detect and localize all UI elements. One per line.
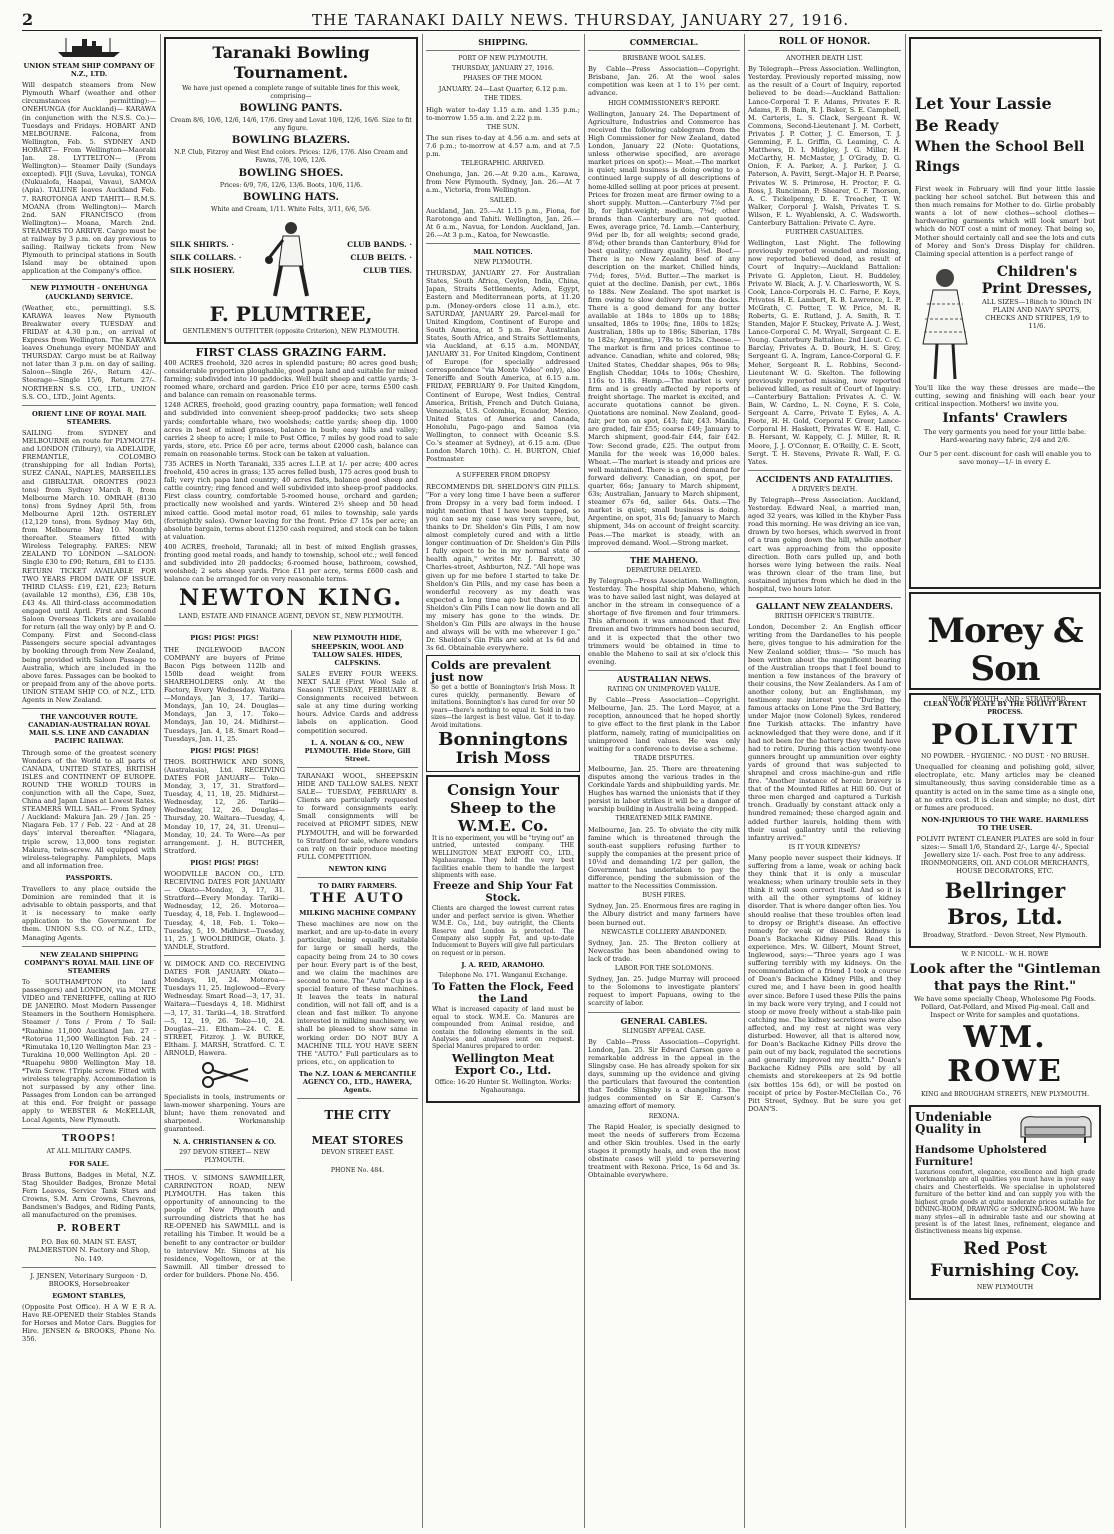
further-body: Wellington, Last Night. The following previously reported wounded and missing, now reported believed dead, as result of Court of Inquiry:—Auckland Battalion: Private G. Appleton, Lieut. H. Buddeley, Private W. Black, A. J. V. Charlesworth, W. S. Cook, Lance-Corporals H. C. Farne, F. Keys, Privates H. E. Lambert, R. B. Lawrence, L. P. McGrath, C. Potter, T. W. Price, M. R. Roberts, G. E. Rutland, J. A. Smith, R. T. Standen, Major F. Stuckey, Private A. J. West, Lance-Corporal C. M. Wryall, Sergeant C. E. Young. Canterbury Battalion: 2nd Lieut. C. C. Barclay, Privates A. D. Bourk, H. S. Grey, Sergeant G. A. Ingram, Lance-Corporal G. F. Meher, Sergeant R. L. Robbins, Second-Lieutenant W. G. Skelton. The following previously reported missing, now reported believed killed, as result of Court of Inquiry:—Canterbury Battalion: Privates A. C. W. Bain, W. Cardno, L. N. Coyne, F. S. Cole, Sergeant A. Carre, Private T. Eyles, A. A. Foote, H. H. Gold, Corporal F. Greer, Lance-Corporal H. Haskett, Privates W. E. Hall, C. B. Hersant, W. Kappely, C. J. Miller, R. R. Moore, J. J. O'Connor, E. O'Reilly, C. E. Scott, Sergt. T. H. Stevens, Private R. Wall, F. G. Yates. [748, 239, 901, 466]
bowling-title: Taranaki Bowling Tournament. [212, 43, 370, 82]
gallant-heading: GALLANT NEW ZEALANDERS. [756, 601, 893, 612]
lassie-body: First week in February will find your little lassie packing her school satchel. But between this and then much remains for Mother to do. Girlie probably wants a lot of new clothes—school clothes—hardwearing garments which will look smart but which do NOT cost a mint of money. That being so, Mother should certainly call and see the lots and cuts of Morey and Son's Dress Display for children. Claiming special attention is a perfect range of [915, 185, 1095, 258]
trade-heading: TRADE DISPUTES. [633, 754, 695, 762]
meat-phone: PHONE No. 484. [330, 1167, 385, 1175]
solomons-body: Sydney, Jan. 25. Judge Murray will proceed to the Solomons to investigate planters' request to import Papuans, owing to the scarcity of labor. [588, 975, 740, 1008]
column-divider [584, 34, 585, 1528]
childrens-body: ALL SIZES—18inch to 30inch IN PLAIN AND NAVY SPOTS, CHECKS AND STRIPES, 1/9 to 11/6. [982, 297, 1092, 331]
pigs-heading-3: PIGS! PIGS! PIGS! [190, 858, 259, 867]
undeniable-line-2: Quality in [915, 1122, 982, 1137]
tribute-heading: BRITISH OFFICER'S TRIBUTE. [774, 613, 875, 621]
auto-title: THE AUTO [310, 891, 405, 907]
column-bowling-farms [164, 34, 418, 1528]
city-title: THE CITY [324, 1108, 391, 1123]
christiansen-address: 297 DEVON STREET— NEW PLYMOUTH. [179, 1148, 270, 1164]
borthwick: THOS. BORTHWICK AND SONS, (Australasia), Ltd. RECEIVING DATES FOR JANUARY— Toko—Monday, 3, 17, 31. Stratford—Tuesday, 4, 11, 18, 25. Midhirst—Wednesday, 12, 26. Tariki—Wednesday, 12, 26. Douglas—Thursday, 20. Waitara—Tuesday, 4, Monday 10, 17, 24, 31. Urenui—Monday, 10, 24. To Were—As per arrangement. J. H. BUTCHER, Stratford. [164, 757, 285, 855]
lassie-line-2: Be Ready [915, 116, 999, 135]
milk-body: Melbourne, Jan. 25. To obviate the city milk famine which is threatened through the south-east suppliers refusing further to supply the companies at the present price of 10½d and demanding 1/2 per gallon, the Government has undertaken to pay the difference, pending the submission of the matter to the Necessities Commission. [588, 825, 740, 891]
slingsby-body: By Cable—Press Association—Copyright. London, Jan. 25. Sir Edward Carson gave a remarkable address in the appeal in the Slingsby case. He has already spoken for six days, summing up the evidence and giving the particulars that favoured the contention that Teddie Slingsby is a changeling. The judges commented on Sir E. Carson's amazing effort of memory. [588, 1037, 740, 1111]
shipping-date: THURSDAY, JANUARY 27, 1916. [452, 65, 554, 73]
club-list: CLUB BANDS. · CLUB BELTS. · CLUB TIES. [347, 240, 412, 276]
lassie-line-1: Let Your Lassie [915, 94, 1052, 113]
bush-body: Sydney, Jan. 25. Enormous fires are raging in the Albury district and many farmers have been burned out. [588, 902, 740, 927]
colds-heading: Colds are prevalent just now [431, 659, 551, 685]
brisbane-heading: BRISBANE WOOL SALES. [622, 55, 706, 63]
undeniable-line-1: Undeniable [915, 1110, 992, 1125]
pants-prices: Cream 8/6, 10/6, 12/6, 14/6, 17/6. Grey and Lovat 10/6, 12/6, 16/6. Size to fit any figure. [170, 117, 412, 133]
newton-king-sub: LAND, ESTATE AND FINANCE AGENT, DEVON ST., NEW PLYMOUTH. [178, 613, 404, 621]
rowe-address: KING and BROUGHAM STREETS, NEW PLYMOUTH. [920, 1090, 1090, 1098]
steamship-icon [54, 36, 124, 58]
dimock: W. DIMOCK AND CO. RECEIVING DATES FOR JANUARY. Okato—Mondays, 10, 24. Motoroa—Tuesdays 11, 25. Inglewood—Every Wednesday. Smart Road—3, 17, 31. Waitara—Tuesdays 4, 18. Midhirst—3, 17, 31. Tariki—4, 18. Stratford—5, 12, 19, 26. Toko—10, 24. Douglas—21. Eltham—24. C. E. STREET, Fitzroy. J. W. BURKE, Eltham. J. MARSH, Stratford. C. T. ARNOLD, Hawera. [164, 959, 285, 1057]
column-divider [160, 34, 161, 1528]
page-number: 2 [22, 10, 34, 29]
slingsby-heading: SLINGSBY APPEAL CASE. [622, 1027, 706, 1035]
unimproved-heading: RATING ON UNIMPROVED VALUE. [607, 686, 721, 694]
silk-list: SILK SHIRTS. · SILK COLLARS. · SILK HOSIERY. [170, 240, 242, 276]
loan-agency: The N.Z. LOAN & MERCANTILE AGENCY CO., LTD., HAWERA, Agents. [298, 1069, 417, 1095]
commercial-title: COMMERCIAL. [629, 37, 699, 47]
farm-2: 1248 ACRES, freehold, good grazing country, papa formation; well fenced and subdivided into convenient sheep-proof paddocks; two sets sheep yards; comfortable whare, two woolsheds; cattle yards; sheep dip. 1000 acres in best of mixed grasses, balance in bush; easy hills and valley; carries 2 sheep to acre; 1 mile to Post Office, 7 miles by good road to sale yards, store, etc. Price £6 per acre, terms about £2000 cash, balance can remain on reasonable terms. Stock can be taken at valuation. [164, 401, 418, 458]
crawlers-heading: Infants' Crawlers [942, 411, 1068, 427]
sun-heading: THE SUN. [486, 123, 520, 131]
girl-figure-icon [915, 264, 975, 384]
undeniable-line-3: Handsome Upholstered Furniture! [915, 1145, 1047, 1169]
pigs-subcolumn [164, 630, 285, 1281]
mail-body: THURSDAY, JANUARY 27. For Australian States, South Africa, Ceylon, India, China, Japan, Straits Settlements, Aden, Egypt, Eastern and Mediterranean ports, at 11.20 p.m. (Money-orders close 11 a.m.), etc. SATURDAY, JANUARY 29. Parcel-mail for United Kingdom, Continent of Europe and South America, at 5 p.m. For Australian States, South Africa, and Straits Settlements, via Auckland, at 6.15 a.m. MONDAY, JANUARY 31. For United Kingdom, Continent of Europe (for specially addressed correspondence "via Monte Video" only), also Teneriffe and South America, at 6.15 a.m. FRIDAY, FEBRUARY 9. For United Kingdom, Continent of Europe, West Indies, Central America, British, French and Dutch Guiana, Venezuela, U.S. Colombia, Ecuador, Mexico, United States of America and Canada, Honolulu, Pago-pago and Samoa (via Wellington, to connect with Oceanic S.S. Co.'s steamer at Sydney), at 6.15 a.m. (Due London March 10th). C. H. BURTON, Chief Postmaster. [426, 269, 580, 464]
bonningtons-ad [426, 655, 580, 771]
mail-sub: NEW PLYMOUTH. [473, 259, 533, 267]
kidneys-body: Many people never suspect their kidneys. If suffering from a lame, weak or aching back they think that it is only a muscular weakness; when urinary trouble sets in they think it will soon correct itself. And so it is with all the other symptoms of kidney disorder. That is where danger often lies. You should realise that these troubles often lead to dropsy or Bright's disease. An effective remedy for weak or diseased kidneys is Doan's Backache Kidney Pills. Read this experience. Mrs. W. Gilbert, Mount Street, Inglewood, says:—"Three years ago I was suffering terribly with my kidneys. On the recommendation of a friend I took a course of Doan's Backache Kidney Pills, and they cured me, and I have been in good health ever since. Before I used these Pills the pains in my back were very trying, and I could not stoop or move freely without a stab-like pain catching me. The kidney secretions were also affected, and my rest at night was very disturbed. However, all that is altered now, for Doan's Backache Kidney Pills drove the pain out of my back, regulated the secretions and generally improved my health." Doan's Backache Kidney Pills are sold by all chemists and storekeepers at 2s 9d bottle (six bottles 15s 6d), or will be posted on receipt of price by Foster-McClellan Co., 76 Pitt Street, Sydney. But be sure you get DOAN'S. [748, 853, 901, 1113]
freeze-body: Clients are charged the lowest current rates under and perfect service is given. Whether W.M.E. Co., Ltd., buy outright, the Clients Reserve and London is protected. The Company also supply Fat, and up-to-date Inducement to Buyers will give full particulars on request or in person. [432, 905, 574, 957]
hc-heading: HIGH COMMISSIONER'S REPORT. [608, 99, 720, 107]
fatten-body: What is increased capacity of land must be equal to stock. W.M.E. Co. Manures are compounded from Animal residue, and contain the following elements in the soil. Analyses and analyses sent on request. Special Manures prepared to order. [432, 1006, 574, 1051]
solomons-heading: LABOR FOR THE SOLOMONS. [614, 965, 714, 973]
column-roll-of-honor [748, 34, 901, 1528]
kidneys-heading: IS IT YOUR KIDNEYS? [788, 843, 861, 851]
moon-heading: PHASES OF THE MOON. [463, 75, 543, 83]
pigs-heading: PIGS! PIGS! PIGS! [190, 634, 259, 643]
maheno-body: By Telegraph—Press Association. Wellington, Yesterday. The hospital ship Maheno, which was to have sailed last night, was delayed at anchor in the stream in consequence of a shortage of five firemen and four trimmers. This afternoon it was announced that five firemen and two trimmers had been secured, and it is expected that the other two trimmers would be obtained in time to enable the Maheno to sail at six o'clock this evening. [588, 576, 740, 666]
vancouver-title: THE VANCOUVER ROUTE. CANADIAN-AUSTRALIAN ROYAL MAIL S.S. LINE AND CANADIAN PACIFIC RAILWAY. [28, 713, 150, 746]
tides-heading: THE TIDES. [483, 95, 523, 103]
polivit-body: Unequalled for cleaning and polishing gold, silver, electroplate, etc. Many articles may be cleaned simultaneously, thus saving considerable time as a quantity is acted on in the same time as a single one, at no extra cost. It is clean and simple; no dust, dirt or fumes are produced. [915, 763, 1095, 812]
death-heading: ANOTHER DEATH LIST. [786, 55, 863, 63]
rowe-heading: Look after the "Gintleman that pays the Rint." [909, 961, 1101, 994]
passports-body: Travellers to any place outside the Dominion are reminded that it is advisable to obtain passports, and that it is necessary to make early application to the Government for them. UNION S.S. CO. of N.Z., LTD., Managing Agents. [22, 885, 156, 942]
bush-heading: BUSH FIRES. [642, 892, 686, 900]
christiansen-name: N. A. CHRISTIANSEN & CO. [172, 1137, 277, 1146]
pigs-heading-2: PIGS! PIGS! PIGS! [190, 746, 259, 755]
polivit-name: POLIVIT [931, 718, 1079, 752]
taranaki-wool: TARANAKI WOOL, SHEEPSKIN HIDE AND TALLOW SALES. NEXT SALE— TUESDAY, FEBRUARY 8. Clients are particularly requested to forward consignments early. Small consignments will be received at PROMPT SIDES, NEW PLYMOUTH, and will be forwarded to Stratford for sale, where vendors can rely on their produce meeting FULL COMPETITION. [297, 771, 418, 861]
morey-ad [909, 37, 1101, 589]
polivit-tags: NO POWDER. · HYGIENIC. · NO DUST. · NO BRUSH. [920, 753, 1090, 761]
sofa-icon [1015, 1111, 1095, 1145]
accidents-heading: ACCIDENTS AND FATALITIES. [756, 473, 893, 484]
farm-3: 735 ACRES in North Taranaki, 335 acres L.I.P. at 1/- per acre; 400 acres freehold, 450 acres in grass; 135 acres felled bush, 175 acres good bush to fall; very rich papa land country; 40 acres flats, balance good sheep and cattle country; ring fenced and well subdivided into sheep-proof paddocks. First class country, comfortable 5-roomed house, orchard and garden; practically new woolshed and yards. Wintered 2½ sheep and 50 head mixed cattle. Good metal motor road, 61 miles to township, sale yards (fortnightly sales). Owner leaving for the front. Price £7 15s per acre; an absolute bargain, terms about £1250 cash required, and stock can be taken at valuation. [164, 459, 418, 541]
morey-towns: NEW PLYMOUTH · AND · STRATFORD. [942, 696, 1068, 703]
hides-title: NEW PLYMOUTH HIDE, SHEEPSKIN, WOOL AND TALLOW SALES. HIDES, CALFSKINS. [311, 634, 404, 667]
nolan: L. A. NOLAN & CO., NEW PLYMOUTH. Hide Store, Gill Street. [304, 738, 411, 763]
passports-title: PASSPORTS. [65, 873, 113, 882]
sailed-heading: SAILED. [489, 196, 517, 204]
death-body: By Telegraph—Press Association. Wellington, Yesterday. Previously reported missing, now as the result of a Court of Inquiry, reported believed to be dead:—Auckland Battalion: Lance-Corporal T. F. Adams, Privates F. R. Adams, F. B. Bain, R. J. Baker, S. E. Campbell, M. Carteris, L. S. Clack, Sergeant R. W. Commons, Second-Lieutenant J. M. Corbett, Privates J. P. Cotter, J. C. Emerson, T. J. Gemming, F. L. Griffin, G. Leaming, C. A. Matthews, D. I. Midgley, J. G. Millar, H. McCarthy, H. McMaster, J. O'Grady, D. G. Onion, F. A. Parker, A. J. Parker, J. G. Paterson, A. Pavitt, Sergt.-Major H. P. Pearse, Privates W. S. Primrose, H. Proctor, F. G. Ross, J. Runciman, P. Shearer, C. F. Thorson, A. C. Tickelpenny, D. E. Treacher, T. W. Walker, Corporal J. Walsh, Privates T. S. Wilson, F. L. Wyablenski, A. C. Wadsworth. Canterbury Battalion: Private C. Ayre. [748, 65, 901, 227]
egmont-names: J. JENSEN, Veterinary Surgeon · D. BROOKS, Horsebreaker [30, 1271, 148, 1288]
plumtree-address: GENTLEMEN'S OUTFITTER (opposite Criterion), NEW PLYMOUTH. [182, 327, 400, 335]
nzship-body: To SOUTHAMPTON (to land passengers) and LONDON, via MONTE VIDEO and TENERIFFE, calling at RIO DE JANEIRO. Most Modern Passenger Steamers in the Southern Hemisphere. Steamer / Tons / From / To Sail: *Ruahine 11,000 Auckland Jan. 27 · *Rotorua 11,500 Wellington Feb. 24 · *Rimutaka 10,120 Wellington Mar. 23 · Turakina 10,000 Wellington Apl. 20 · *Ruapehu 9800 Wellington May 18. *Twin Screw. †Triple screw. Fitted with wireless telegraphy. Accommodation is not surpassed by any other line. Passages from London can be arranged at this end. For freight or passage apply to WEBSTER & McKELLAR, Local Agents, New Plymouth. [22, 977, 156, 1124]
column-shipping-ads [22, 34, 156, 1528]
farm-4: 400 ACRES, freehold, Taranaki; all in best of mixed English grasses, fronting good metal roads, and handy to township, school etc.; well fenced and subdivided into 20 paddocks; 6-roomed house, bathroom, cowshed, woolshed; 2 sets sheep yards. Price £11 per acre, terms £600 cash and balance can be arranged for on very reasonable terms. [164, 542, 418, 584]
bowler-figure-icon [261, 218, 321, 298]
sun-body: The sun rises to-day at 4.56 a.m. and sets at 7.6 p.m.; to-morrow at 4.57 a.m. and at 7.5 p.m. [426, 133, 580, 159]
robert-title: P. ROBERT [56, 1224, 122, 1235]
moon-body: JANUARY. 24—Last Quarter, 6.12 p.m. [438, 85, 568, 94]
further-heading: FURTHER CASUALTIES. [785, 229, 864, 237]
wme-ad [426, 775, 580, 1103]
port-title: PORT OF NEW PLYMOUTH. [458, 55, 548, 63]
blazers-prices: N.P. Club, Fitzroy and West End colors. Prices: 12/6, 17/6. Also Cream and Fawns, 7/6, 10/6, 12/6. [174, 149, 408, 165]
tides-body: High water to-day 1.15 a.m. and 1.35 p.m.; to-morrow 1.55 a.m. and 2.22 p.m. [426, 105, 580, 122]
newton-king-title: NEWTON KING. [178, 585, 404, 612]
rexona-body: The Rapid Healer, is specially designed to meet the needs of sufferers from Eczema and other Skin troubles. Used in the early stages it promptly heals, and even the most obstinate cases will yield to persevering treatment with Rexona. Price, 1s 6d and 3s. Obtainable everywhere. [588, 1122, 740, 1180]
column-divider [905, 34, 906, 1528]
hats-heading: BOWLING HATS. [243, 191, 339, 203]
newcastle-heading: NEWCASTLE COLLIERY ABANDONED. [601, 928, 727, 936]
reid-phone: Telephone No. 171. Wanganui Exchange. [438, 972, 568, 980]
union-body: Will despatch steamers from New Plymouth Wharf (weather and other circumstances permitting):— ONEHUNGA (for Auckland)— KARAWA (in conjunction with the N.S.S. Co.)—Tuesdays and Fridays. HOBART AND MELBOURNE. Falcona, from Wellington, Feb. 5. SYDNEY AND HOBART— From Wellington—Maoraki Jan. 28. LYTTELTON— (From Wellington)— Steamer Daily (Sundays excepted). FIJI (Suva, Levuka), TONGA (Nukualofa, Haapai, Vavau), SAMOA (Apia). TALUNE leaves Auckland Feb. 7. RAROTONGA AND TAHITI— R.M.S. MOANA (from Wellington)— March 2nd. SAN FRANCISCO (from Wellington)— Moana, March 2nd. STEAMERS TO ARRIVE. Cargo must be at railway by 3 p.m. on day previous to sailing. Railway tickets from New Plymouth to principal stations in South Island may be obtained upon application at the Company's office. [22, 81, 156, 276]
bonningtons-brand: Bonningtons [438, 728, 568, 750]
sailed-body: Auckland, Jan. 25.—At 1.15 p.m., Fiona, for Rarotonga and Tahiti. Wellington, Jan. 26.—At 6 a.m., Navua, for London. Auckland, Jan. 26.—At 3 p.m., Katoa, for Newcastle. [426, 206, 580, 239]
troops-body: Brass Buttons, Badges in Metal, N.Z. Stag Shoulder Badges, Bronze Metal Fern Leaves, Service Tank Stars and Crowns, S.M. Arm Crowns, Chevrons, Bandsmen's Badges, and Riding Pants, all manufactured on the premises. [22, 1170, 156, 1220]
redpost-ad [909, 1105, 1101, 1300]
plumtree-name: F. PLUMTREE, [209, 301, 373, 326]
bellringer-name: Bellringer Bros, Ltd. [944, 877, 1066, 929]
wme-name: Wellington Meat Export Co., Ltd. [451, 1051, 555, 1077]
hides-body: SALES EVERY FOUR WEEKS. NEXT SALE (First Wool Sale of Season) TUESDAY, FEBRUARY 8. Consignments received between sale at any time during working hours. Advice Cards and address labels on application. Good competition secured. [297, 669, 418, 735]
column-divider [744, 34, 745, 1528]
newcastle-body: Sydney, Jan. 25. The Breton colliery at Newcastle has been abandoned owing to lack of trade. [588, 938, 740, 963]
np-onehunga-body: (Weather, etc., permitting). S.S. KARAWA leaves New Plymouth Breakwater every TUESDAY and FRIDAY at 4.30 p.m., on arrival of Express from Wellington. The KARAWA leaves Onehunga every MONDAY and THURSDAY. Cargo must be at Railway not later than 3 p.m. on day of sailing. Saloon—Single 26/-, Return 42/-. Steerage—Single 15/6, Return 27/-. NORTHERN S.S. CO., LTD., UNION S.S. CO., LTD., Joint Agents. [22, 303, 156, 401]
meat-stores: MEAT STORES [311, 1134, 404, 1148]
orient-body: SAILING from SYDNEY and MELBOURNE en route for PLYMOUTH and LONDON (Tilbury), via ADELAIDE, FREMANTLE, COLOMBO (transhipping for all Indian Ports), SUEZ CANAL, NAPLES, MARSEILLES and GIBRALTAR. ORONTES (9023 tons) from Sydney March 8, from Melbourne March 10. OMRAH (8130 tons) from Sydney April 5th, from Melbourne April 12th. OSTERLEY (12,129 tons), from Sydney May 6th, from Melbourne May 10. Monthly thereafter. Steamers fitted with Wireless Telegraphy. FARES: NEW ZEALAND TO LONDON —SALOON: Single £30 to £90; Return, £81 to £135. RETURN TICKET AVAILABLE FOR TWO YEARS FROM DATE OF ISSUE. THIRD CLASS: £19, £21, £23; Return (available 12 months), £36, £38 10s, £43 4s. All third-class accommodation engaged until April. First and Second Saloon Overseas Tickets are available for return (all the way only) by P. and O. Company. First and Second-class Passengers secure special advantages by booking through from New Zealand, being provided with Saloon Passage to Australia, which are included in the above fares. Passages can be booked to or prepaid from any of the above ports. UNION STEAM SHIP CO. of N.Z., LTD. Agents in New Zealand. [22, 428, 156, 705]
vancouver-body: Through some of the greatest scenery Wonders of the World to all parts of CANADA, UNITED STATES, BRITISH ISLES and CONTINENT OF EUROPE. ROUND THE WORLD TOURS in conjunction with all the Cape, Suez, China and Japan Lines at Lowest Rates. STEAMERS WILL SAIL— From Sydney / Auckland: Makura Jan. 29 / Jan. 25 · Niagara Feb. 17 / Feb. 22 · And at 28 days' interval thereafter. *Niagara, triple screw, 13,000 tons register. Makura, twin-screw. All equipped with wireless-telegraphy. Pamphlets, Maps and all information free. [22, 748, 156, 870]
orient-title: ORIENT LINE OF ROYAL MAIL STEAMERS. [31, 409, 147, 426]
polivit-noninjurious: NON-INJURIOUS TO THE WARE. HARMLESS TO THE USER. [921, 815, 1089, 832]
bellringer-address: Broadway, Stratford. · Devon Street, New Plymouth. [922, 931, 1088, 939]
column-shipping-news [426, 34, 580, 1528]
shoes-prices: Prices: 6/9, 7/6, 12/6, 13/6. Boots, 10/6, 11/6. [219, 181, 363, 189]
nzship-title: NEW ZEALAND SHIPPING COMPANY'S ROYAL MAIL LINE OF STEAMERS [24, 950, 154, 975]
bowling-intro: We have just opened a complete range of suitable lines for this week, comprising— [182, 85, 400, 101]
maheno-sub: DEPARTURE DELAYED. [626, 566, 702, 574]
consign-heading: Consign Your Sheep to the W.M.E. Co. [447, 780, 559, 835]
blazers-heading: BOWLING BLAZERS. [231, 135, 351, 147]
polivit-ad [909, 693, 1101, 948]
newton-king-small: NEWTON KING [328, 864, 387, 873]
reid-name: J. A. REID, ARAMOHO. [461, 961, 545, 970]
masthead-bar [22, 8, 1102, 31]
wme-office: Office: 16-20 Hunter St. Wellington. Works: Ngahauranga. [434, 1078, 572, 1094]
crawlers-body: The very garments you need for your little babe. Hard-wearing navy fabric, 2/4 and 2/6. [923, 428, 1087, 445]
brisbane-body: By Cable—Press Association—Copyright. Brisbane, Jan. 26. At the wool sales competition was keen at 1 to 1½ per cent. advance. [588, 65, 740, 98]
morey-name: Morey & Son [927, 611, 1083, 689]
auto-body: These machines are now on the market, and are up-to-date in every particular, being equally suitable for large or small herds, the capacity being from 24 to 30 cows per hour. Every part is of the best, and we claim the machines are second to none. The "Auto" Cup is a special feature of these machines. It leaves the teats in natural condition, will not fall off, and is a clean and fast milker. To anyone interested in milking machinery, we shall be pleased to show same in working order. DO NOT BUY A MACHINE TILL YOU HAVE SEEN THE "AUTO." Full particulars as to prices, etc., on application to [297, 920, 418, 1066]
bowling-ad [164, 37, 418, 344]
childrens-note: You'll like the way these dresses are made—the cutting, sewing and finishing will each bear your critical inspection. Mothers! we invite you. [915, 383, 1095, 409]
simons: THOS. V. SIMONS SAWMILLER, CARRINGTON ROAD, NEW PLYMOUTH. Has taken this opportunity of announcing to the people of New Plymouth and surrounding districts that he has RE-OPENED his SAWMILL and is retailing his Timber. It would be a benefit to any contractor or builder to interview Mr. Simons at his residence, Vogeltown, or at the Sawmill. All timber dressed to order for builders. Phone No. 456. [164, 1173, 285, 1279]
childrens-heading: Children's Print Dresses, [981, 263, 1093, 297]
rowe-name: WM. ROWE [947, 1019, 1063, 1089]
troops-sub: AT ALL MILITARY CAMPS. [46, 1147, 132, 1155]
shipping-title: SHIPPING. [478, 37, 528, 47]
troops-title: TROOPS! [61, 1133, 117, 1144]
telegraphic-heading: TELEGRAPHIC. ARRIVED. [461, 160, 545, 168]
undeniable-body: Luxurious comfort, elegance, excellence and high grade workmanship are all qualities you must have in your easy chairs and Chesterfields. We specialise in upholstered furniture of the better kind and can supply you with the highest grade goods at quite moderate prices suitable for DINING-ROOM, DRAWING or SMOKING-ROOM. We have many styles—all in admirable taste and our showing at present is of the latest lines, refinement, elegance and distinctiveness means big expense. [915, 1169, 1095, 1236]
egmont-body: (Opposite Post Office). H A W E R A. Have RE-OPENED their Stables Stands for Horses and Motor Cars. Buggies for Hire. JENSEN & BROOKS, Phone No. 356. [22, 1302, 156, 1344]
unimproved-body: By Cable—Press Association—Copyright. Melbourne, Jan. 25. The Lord Mayor, at a reception, announced that he hoped shortly to give effect to the first plank in the Labor platform, namely, rating of municipalities on unimproved land values. He was only waiting for a conference to devise a scheme. [588, 696, 740, 753]
pants-heading: BOWLING PANTS. [239, 103, 343, 115]
maheno-heading: THE MAHENO. [630, 554, 698, 565]
irish-moss-brand: Irish Moss [455, 747, 551, 767]
morey-name-box [909, 592, 1101, 703]
australian-heading: AUSTRALIAN NEWS. [616, 673, 712, 684]
hats-prices: White and Cream, 1/11. White Felts, 3/11, 6/6, 5/6. [211, 205, 371, 213]
hides-subcolumn [291, 630, 418, 1281]
consign-body: It is no experiment, you will be "trying out" an untried, untested company. THE WELLINGTON MEAT EXPORT CO., LTD., Ngahauranga. They hold the very best facilities enable them to handle the largest shipments with ease. [432, 834, 574, 879]
hc-body: Wellington, January 24. The Department of Agriculture, Industries and Commerce has received the following cablegram from the High Commissioner for New Zealand, dated London, January 22 (Note: Quotations, unless otherwise specified, are average market prices on spot):— Meat.—The market is quiet; small business is doing owing to a continued large supply of all descriptions of home-killed selling at poor prices at present. Prices for frozen meat are firmer owing to a short supply. Mutton.—Canterbury 7⅞d per lb, for light-weight; medium, 7⅝d; other brands than Canterbury are not quoted. Ewes, average price, 7d. Lamb.—Canterbury, 9⅛d per lb, for all weights; second grade, 8⅞d; other brands than Canterbury, 8⅝d for best quality; ordinary quality, 8⅛d. Beef.—There is no New Zealand beef of any description on the market. Chilled hinds, 7½d; fores, 5½d. Butter.—The market is quiet at the decline. Danish, per cwt., 186s to 188s. New Zealand. The spot market is firm owing to slow delivery from the docks. There is a good demand for any butter available at 184s to 180s up to 188s; unsalted, 186s to 190s; fine, 180s to 182s; Australian, 180s up to 186s; Siberian, 178s to 182s; Argentine, 178s to 182s. Cheese.—The market is firm and prices continue to advance. Canadian, white and colored, 98s; United States, Cheddar shapes, 96s to 98s; English Cheddar, 104s to 106s; Cheshire, 116s to 118s. Hemp.—The market is very firm and is greatly affected by reports of freight shortage. The market is excited, and accurate quotations cannot be given. Quotations are nominal. New Zealand, good-fair, per ton on spot, £43; fair, £43. Manila, are graded, fair £55; coarse £49; January to March shipment, good-fair £44, fair £42. Tow: Second grade, £25. The output from Manila for the week was 16,000 bales. Wheat.—The market is steady and prices are well maintained. There is a good demand for forward delivery. Canadian, on spot, per quarter, 66s; January to March shipment, 63s; Australian, January to March shipment, steamer 67s 6d, sailer 64s. Oats.—The market is quiet; small business is doing. Argentine, on spot, 31s 6d; January to March shipment, 34s on account of freight scarcity. Peas.—The market is steady, with an improved demand. Wool.—Strong market. [588, 109, 740, 547]
column-divider [422, 34, 423, 1528]
polivit-prices: POLIVIT PATENT CLEANER PLATES are sold in four sizes:— Small 1/6, Standard 2/-, Large 4/-, Special Jewellery size 1/- each. Post free to any address. IRONMONGERS, OIL AND COLOR MERCHANTS, HOUSE DECORATORS, ETC. [916, 835, 1094, 876]
egmont-title: EGMONT STABLES, [52, 1291, 126, 1300]
drivers-body: By Telegraph—Press Association. Auckland, Yesterday. Edward Neal, a married man, aged 32 years, was killed in the Khyber Pass road this morning. He was driving an ice van, drawn by two horses, which swerved in front of a tram going down the hill, while another cart was approaching from the opposite direction. Both cars pulled up, and both horses were lying between the rails. Neal was thrown clear of the tram line, but sustained injuries from which he died in the hospital, two hours later. [748, 495, 901, 593]
polivit-top: CLEAN YOUR PLATE BY THE POLIVIT PATENT PROCESS. [923, 701, 1087, 717]
redpost-address: NEW PLYMOUTH [976, 1283, 1034, 1291]
farms-title: FIRST CLASS GRAZING FARM. [195, 345, 387, 359]
inglewood-bacon: THE INGLEWOOD BACON COMPANY are buyers of Prime Bacon Pigs between 112lb and 150lb dead weight from SHAREHOLDERS only. At the Factory, Every Wednesday. Waitara—Mondays, Jan 3, 17. Tariki—Mondays, Jan 10, 24. Douglas—Mondays, Jan 3, 17. Toko—Mondays, Jan 10, 24. Midhirst—Tuesdays, Jan. 4, 18. Smart Road—Tuesdays, Jan. 11, 25. [164, 645, 285, 743]
colds-body: So get a bottle of Bonnington's Irish Moss. It cures quickly, permanently. Beware of imitations. Bonnington's has cured for over 50 years—there's nothing to equal it. Sold in two sizes—the largest is best value. Get it to-day. Avoid imitations. [431, 684, 575, 729]
trade-body: Melbourne, Jan. 25. There are threatening disputes among the various trades in the Corkindale Yards and shipbuilding yards. Mr. Hughes has warned the unionists that if they persist in labor strikes it will be a danger of warship building in Australia being dropped. [588, 764, 740, 814]
masthead-title: THE TARANAKI DAILY NEWS. THURSDAY, JANUARY 27, 1916. [312, 11, 850, 29]
dairy-title: TO DAIRY FARMERS. [318, 882, 397, 890]
christiansen-intro: Specialists in tools, instruments or lawn-mower sharpening. Yours are blunt; have them renovated and sharpened. Workmanship guaranteed. [164, 1093, 285, 1134]
scissors-icon [200, 1061, 250, 1089]
arrived-body: Onehunga, Jan. 26.—At 9.20 a.m., Karawa, from New Plymouth. Sydney, Jan. 26.—At 7 a.m., Victoria, from Wellington. [426, 170, 580, 195]
union-title: UNION STEAM SHIP COMPANY OF N.Z., LTD. [23, 62, 155, 79]
tribute-body: London, December 2. An English officer writing from the Dardanelles to his people here, gives tongue to his admiration for the New Zealand soldier, thus:— "So much has been written about the magnificent bearing of the Australian troops that I feel bound to mention a few instances of the bravery of their cousins, the New Zealanders. As I am of another colony, but an Englishman, my testimony may interest you. "During the famous attacks on Lone Pine the 3rd Battery, under Major (now Colonel) Sykes, rendered fine Turkish attacks. The infantry have acknowledged that they were done, and if it had not been for the battery they would have had to retire. During this action twenty-one gunners brought up ammunition over eighty yards of ground that was subjected to shrapnel and cross machine-gun and rifle fire. "Another instance of heroic bravery is that of the Mounted Rifles at Hill 60. Out of three men charged and captured a Turkish trench. Gradually by constant attack only a hundred remained; these charged again and added further laurels, holding them with their usual gallantry until the relieving infantry arrived." [748, 623, 901, 842]
robert-address: P.O. Box 60. MAIN ST. EAST, PALMERSTON N. Factory and Shop, No. 149. [27, 1238, 151, 1263]
discount-note: Our 5 per cent. discount for cash will enable you to save money—1/- in every £. [918, 450, 1091, 467]
lassie-line-3: When the School Bell Rings [915, 139, 1085, 175]
woodville: WOODVILLE BACON CO., LTD. RECEIVING DATES FOR JANUARY— Okato—Monday, 3, 17, 31. Stratford—Every Monday. Tariki—Wednesday, 12, 26. Motoroa—Tuesday, 4, 18, Feb. 1. Inglewood—Tuesday, 4, 18, Feb. 1. Toko—Tuesday, 5, 19. Midhirst—Tuesday, 11, 25. J. WOOLDRIDGE, Okato. J. YANDLE, Stratford. [164, 870, 285, 951]
column-commercial [588, 34, 740, 1528]
milk-heading: THREATENED MILK FAMINE. [615, 815, 713, 823]
dropsy-body: RECOMMENDS DR. SHELDON'S GIN PILLS. "For a very long time I have been a sufferer from Dropsy in a very bad form indeed. I might mention that I have been tapped, so you can see my case was very severe, but, thanks to Dr. Sheldon's Gin Pills, I am now almost completely cured and with a little longer continuation of Dr. Sheldon's Gin Pills I fully expect to be in my normal state of health again," writes Mr. J. Barrett, 30 Charles-street, Ashburton, N.Z. "All hope was given up for me before I started to take Dr. Sheldon's Gin Pills, and my case has been a wonderful recovery as my death was expected a long time ago but thanks to Dr. Sheldon's Gin Pills I can now lie down and all my misery has gone to the winds. Dr. Sheldon's Gin Pills are always in the house and always will be with me wherever I go." Dr. Sheldon's Gin Pills are sold at 1s 6d and 3s 6d. Obtainable everywhere. [426, 482, 580, 653]
farm-1: 400 ACRES freehold, 320 acres in splendid pasture; 80 acres good bush; considerable proportion ploughable, good papa land and suitable for mixed farming; subdivided into 10 paddocks. Well built sheep and cattle yards; 3-roomed whare, orchard and garden. Price £10 per acre, terms £500 cash and balance can remain on reasonable terms. [164, 358, 418, 400]
dropsy-heading: A SUFFERER FROM DROPSY [455, 472, 551, 480]
auto-sub: MILKING MACHINE COMPANY [299, 909, 416, 918]
meat-address: DEVON STREET EAST. [321, 1149, 394, 1157]
rowe-names: W. P. NICOLL · W. H. ROWE [961, 950, 1049, 958]
honor-title: ROLL OF HONOR. [778, 37, 871, 47]
freeze-heading: Freeze and Ship Your Fat Stock. [432, 881, 574, 905]
redpost-name: Red Post Furnishing Coy. [930, 1238, 1080, 1281]
rexona-heading: REXONA. [648, 1112, 680, 1120]
shoes-heading: BOWLING SHOES. [238, 167, 344, 179]
drivers-heading: A DRIVER'S DEATH. [791, 485, 858, 493]
rowe-body: We have some specially Cheap, Wholesome Pig Foods. Pollard, Oat-Pollard, and Mixed Pig-meal. Call and Inspect or Write for samples and quotations. [914, 994, 1096, 1019]
column-display-ads [909, 34, 1101, 1528]
fatten-heading: To Fatten the Flock, Feed the Land [432, 982, 574, 1006]
mail-heading: MAIL NOTICES. [473, 247, 533, 256]
np-onehunga-title: NEW PLYMOUTH - ONEHUNGA (AUCKLAND) SERVICE. [30, 284, 148, 301]
troops-sale: FOR SALE. [68, 1159, 110, 1168]
cables-heading: GENERAL CABLES. [620, 1015, 708, 1026]
